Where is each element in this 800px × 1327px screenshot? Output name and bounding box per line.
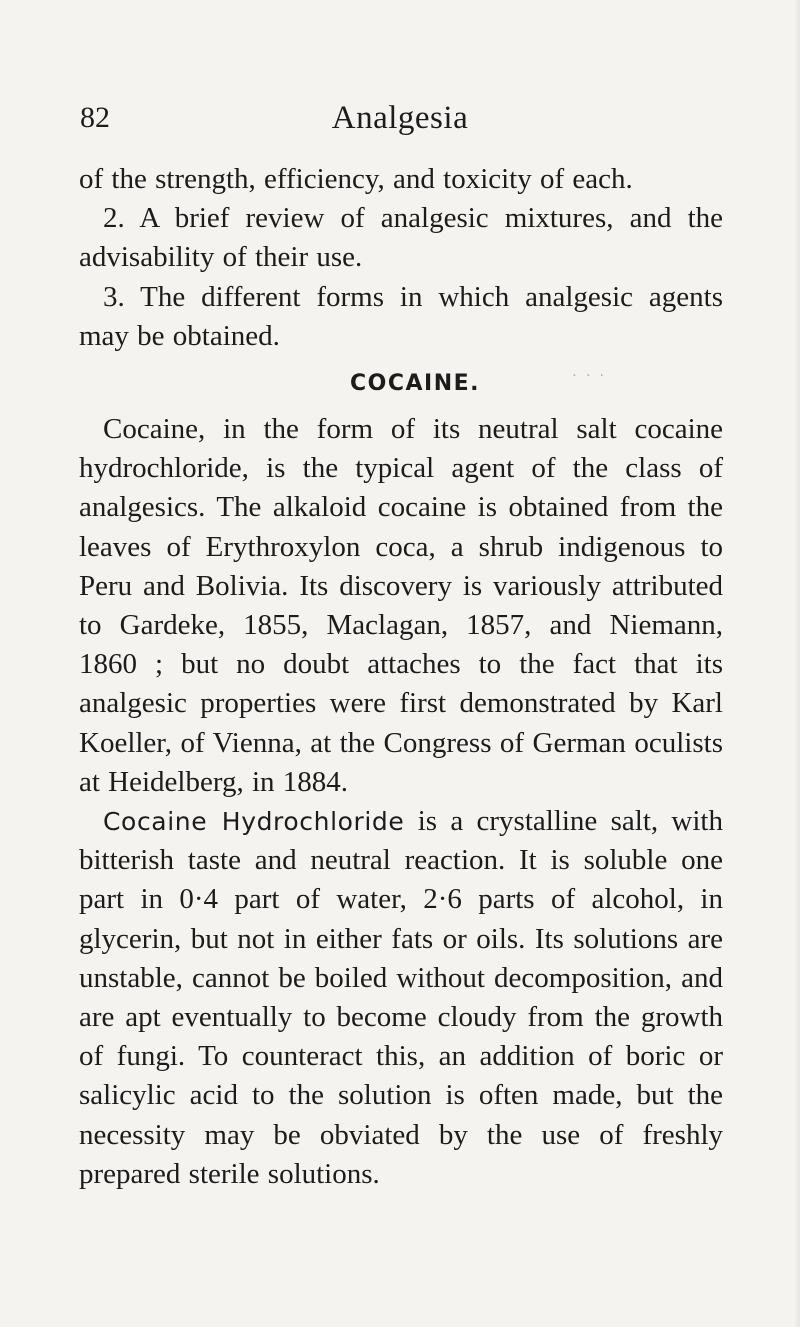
print-specks: ˛ ˛ ˛ bbox=[573, 366, 608, 377]
lead-term: Cocaine Hydrochloride bbox=[103, 807, 405, 837]
running-head bbox=[80, 98, 720, 138]
section-heading bbox=[79, 356, 723, 410]
list-item-3: 3. The different forms in which analgesic agents may be obtained. bbox=[79, 280, 723, 352]
section-heading-text: COCAINE. bbox=[349, 371, 480, 397]
body-text bbox=[79, 160, 723, 1194]
continuation-paragraph: of the strength, efficiency, and toxicity of each. bbox=[79, 163, 633, 195]
hydrochloride-paragraph bbox=[79, 802, 723, 1194]
cocaine-paragraph: Cocaine, in the form of its neutral salt cocaine hydrochloride, is the typical agent of the class of analgesics. The alkaloid cocaine is obtained from the leaves of Erythroxylon coca, a shrub indigenous to Peru and Bolivia. Its discovery is variously attributed to Gardeke, 1855, Maclagan, 1857, and Niemann, 1860 ; but no doubt attaches to the fact that its analgesic properties were first demonstrated by Karl Koeller, of Vienna, at the Congress of German oculists at Heidelberg, in 1884. bbox=[79, 413, 723, 798]
list-item-2: 2. A brief review of analgesic mixtures, and the advisability of their use. bbox=[79, 202, 723, 274]
page-edge-shadow bbox=[794, 0, 800, 1327]
page-number: 82 bbox=[80, 101, 110, 134]
running-title: Analgesia bbox=[331, 100, 469, 136]
hydrochloride-body: is a crystalline salt, with bitterish taste and neutral reaction. It is soluble one part in 0·4 part of water, 2·6 parts of alcohol, in glycerin, but not in either fats or oils. Its solutions are unstable, cannot be boiled without decomposition, and are apt eventually to become cloudy from the growth of fungi. To counteract this, an addition of boric or salicylic acid to the solution is often made, but the necessity may be obviated by the use of freshly prepared sterile solutions. bbox=[79, 805, 723, 1190]
